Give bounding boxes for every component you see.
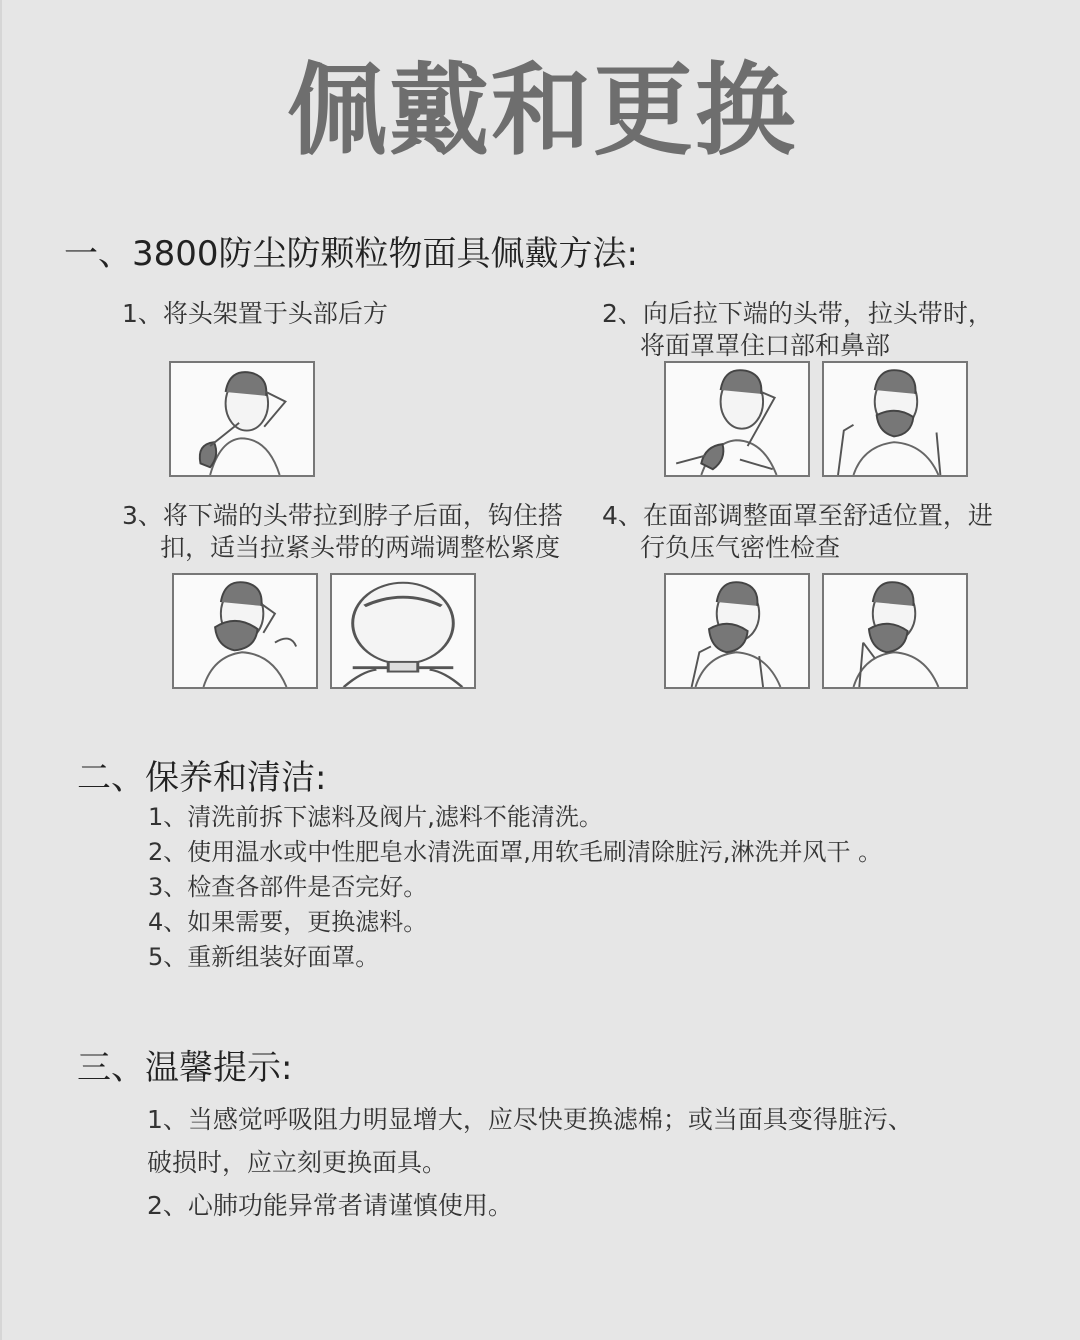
list-item: 4、如果需要，更换滤料。 bbox=[148, 908, 428, 936]
step-2-text: 2、向后拉下端的头带，拉头带时， 将面罩罩住口部和鼻部 bbox=[602, 299, 993, 360]
step-3-text: 3、将下端的头带拉到脖子后面，钩住搭 扣，适当拉紧头带的两端调整松紧度 bbox=[122, 501, 563, 562]
step-4-text: 4、在面部调整面罩至舒适位置，进 行负压气密性检查 bbox=[602, 501, 993, 562]
person-wearing-mask-illustration bbox=[824, 575, 966, 687]
list-item: 5、重新组装好面罩。 bbox=[148, 943, 380, 971]
maintenance-list bbox=[148, 800, 882, 975]
person-wearing-mask-illustration bbox=[666, 363, 808, 475]
tips-list bbox=[147, 1098, 913, 1227]
section2-heading: 二、保养和清洁: bbox=[77, 758, 327, 798]
step-1-text: 1、将头架置于头部后方 bbox=[122, 299, 388, 328]
person-wearing-mask-illustration bbox=[824, 363, 966, 475]
person-wearing-mask-illustration bbox=[666, 575, 808, 687]
list-item: 破损时，应立刻更换面具。 bbox=[147, 1148, 448, 1177]
section3-heading: 三、温馨提示: bbox=[77, 1048, 293, 1088]
step-2b-illustration bbox=[822, 361, 968, 477]
list-item: 2、使用温水或中性肥皂水清洗面罩,用软毛刷清除脏污,淋洗并风干 。 bbox=[148, 838, 883, 866]
list-item: 1、清洗前拆下滤料及阀片,滤料不能清洗。 bbox=[148, 803, 603, 831]
step-3b-illustration bbox=[330, 573, 476, 689]
step-4b-illustration bbox=[822, 573, 968, 689]
section1-heading: 一、3800防尘防颗粒物面具佩戴方法: bbox=[64, 234, 638, 274]
person-wearing-mask-illustration bbox=[174, 575, 316, 687]
list-item: 2、心肺功能异常者请谨慎使用。 bbox=[147, 1191, 513, 1220]
head-back-view-illustration bbox=[332, 575, 474, 687]
step-3a-illustration bbox=[172, 573, 318, 689]
step-4a-illustration bbox=[664, 573, 810, 689]
list-item: 1、当感觉呼吸阻力明显增大，应尽快更换滤棉；或当面具变得脏污、 bbox=[147, 1105, 913, 1134]
page-title: 佩戴和更换 bbox=[287, 52, 797, 169]
person-wearing-mask-illustration bbox=[171, 363, 313, 475]
step-2a-illustration bbox=[664, 361, 810, 477]
step-1-illustration bbox=[169, 361, 315, 477]
list-item: 3、检查各部件是否完好。 bbox=[148, 873, 428, 901]
